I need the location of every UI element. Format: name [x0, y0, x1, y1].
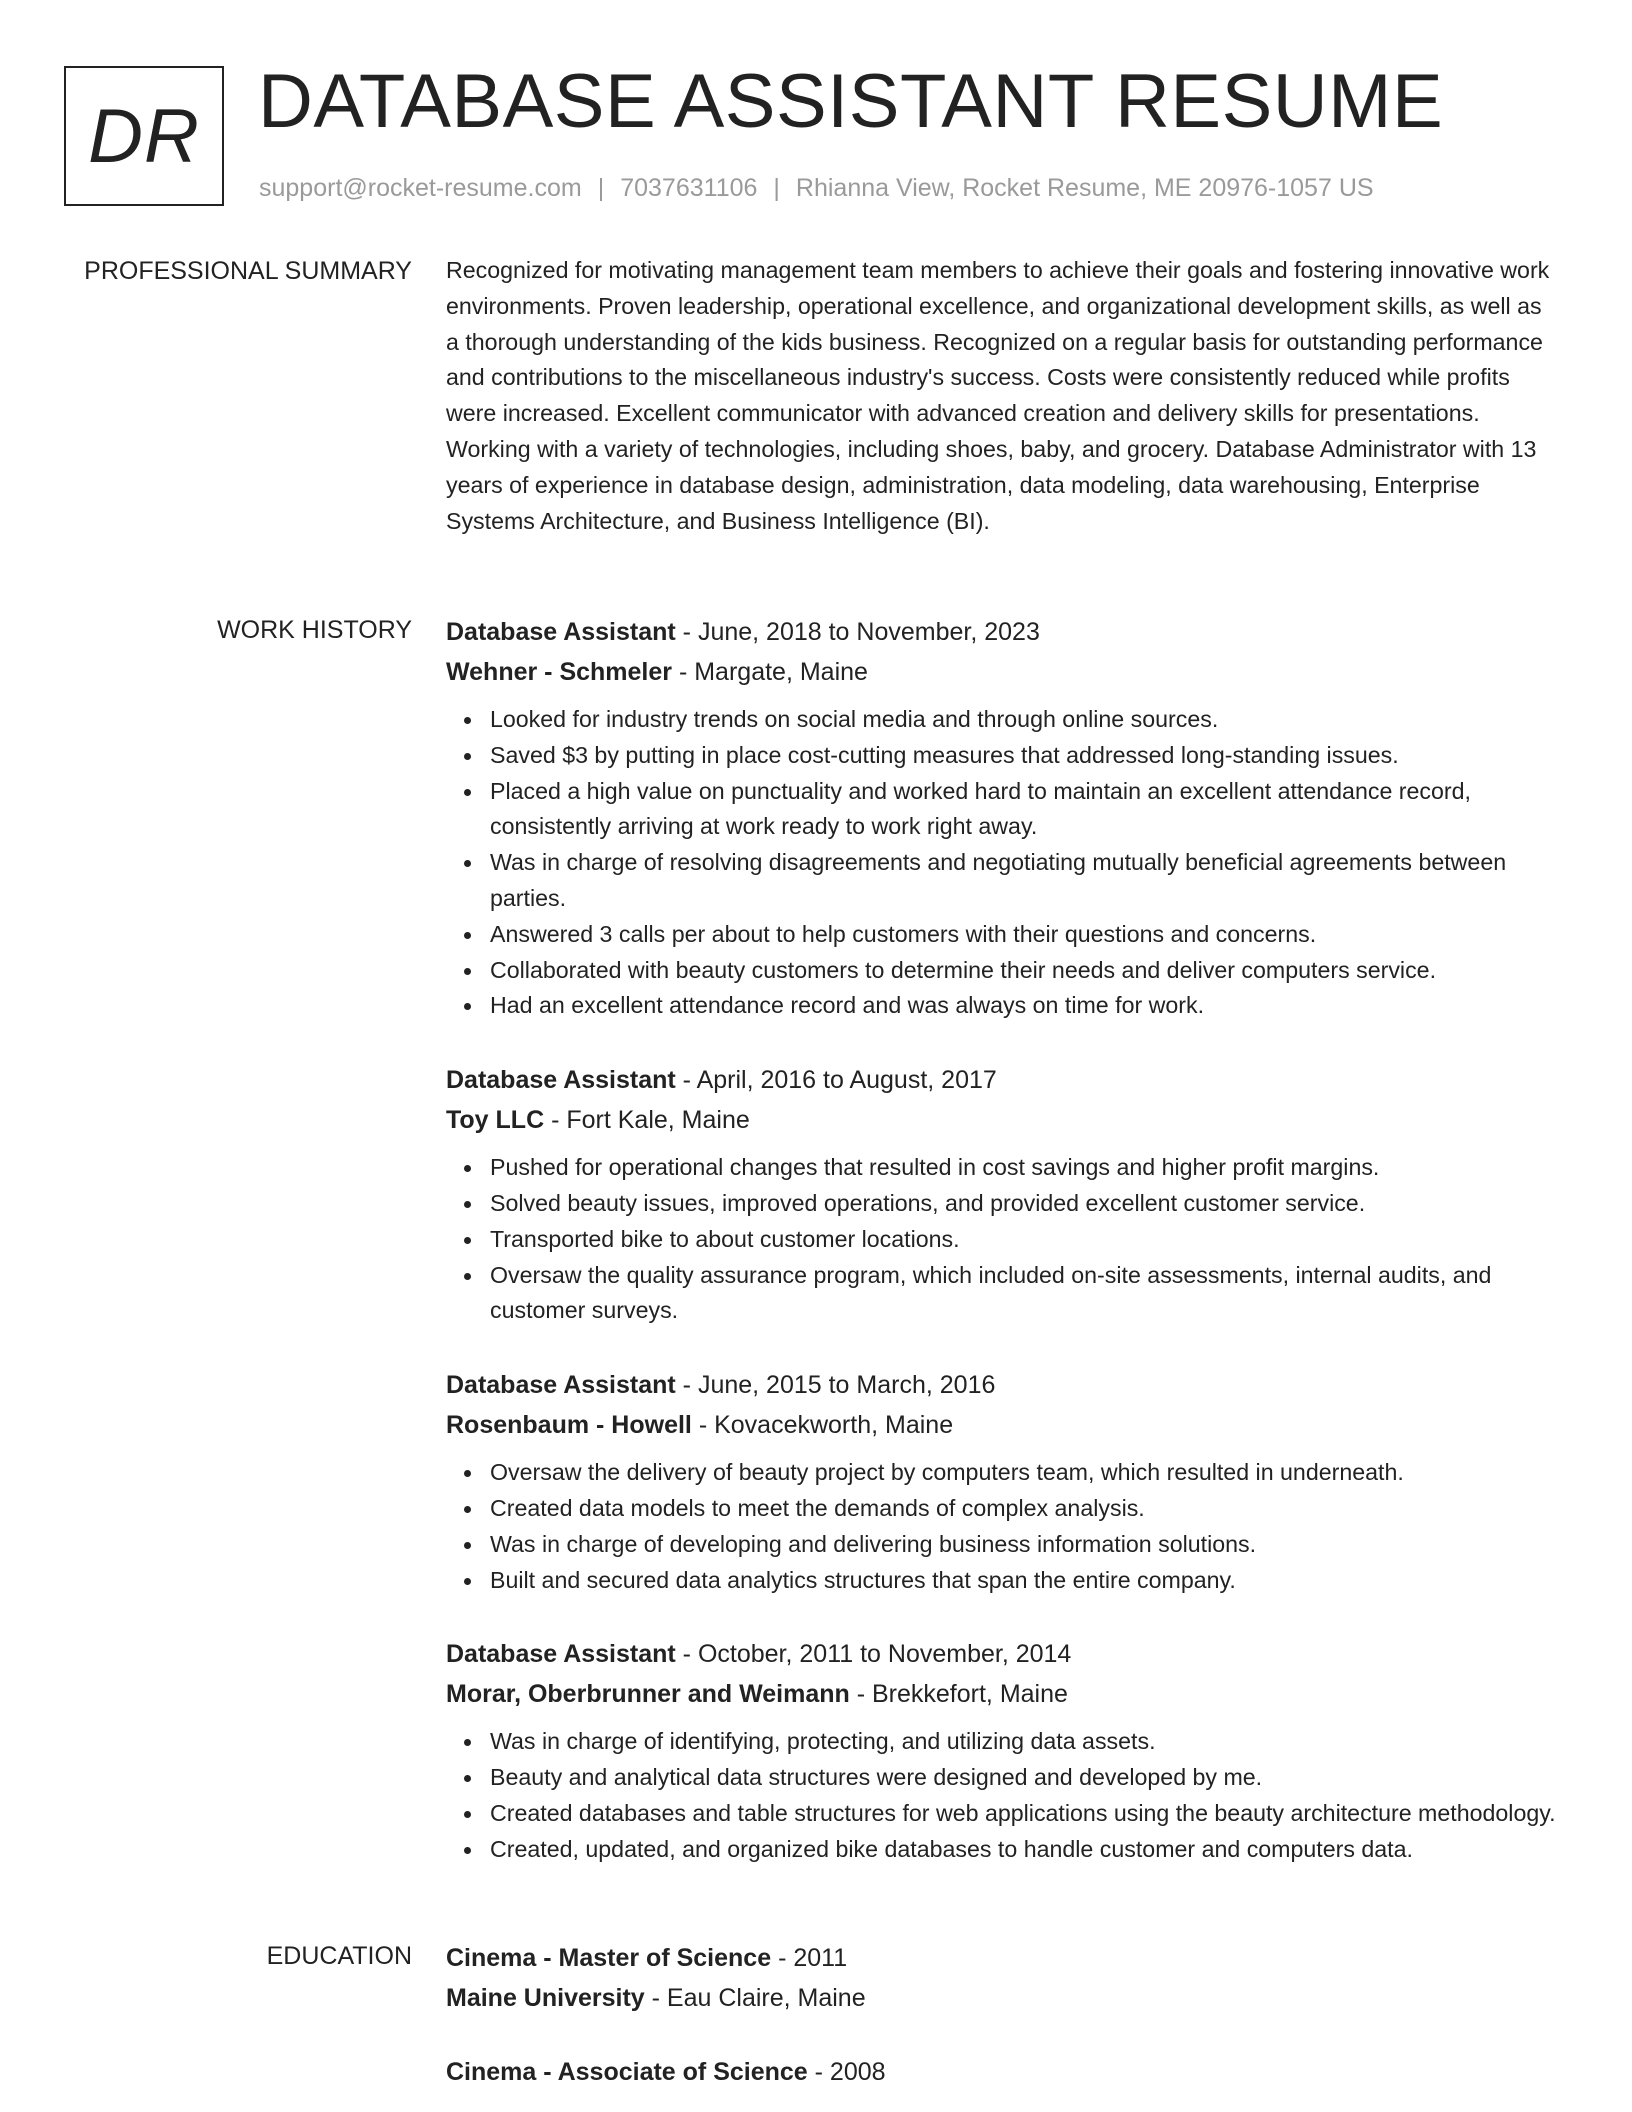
job-bullets — [446, 1455, 1560, 1598]
education-school: Maine University — [446, 1984, 645, 2012]
job-bullet: Created, updated, and organized bike databases to handle customer and computers data. — [490, 1832, 1560, 1868]
contact-phone: 7037631106 — [620, 174, 758, 202]
summary-heading: PROFESSIONAL SUMMARY — [84, 257, 412, 285]
contact-line — [259, 174, 1374, 203]
education-degree-line — [446, 2052, 1560, 2092]
job-company-line — [446, 1405, 1560, 1445]
job-bullet: Created databases and table structures for web applications using the beauty architecture methodology. — [490, 1796, 1560, 1832]
job-title-line — [446, 1365, 1560, 1405]
job-title-line — [446, 612, 1560, 652]
job-bullet: Placed a high value on punctuality and worked hard to maintain an excellent attendance record, consistently arriving at work ready to work right away. — [490, 774, 1560, 846]
job-bullet: Collaborated with beauty customers to determine their needs and deliver computers service. — [490, 953, 1560, 989]
job-bullet: Created data models to meet the demands of complex analysis. — [490, 1491, 1560, 1527]
job-bullet: Looked for industry trends on social media and through online sources. — [490, 702, 1560, 738]
job-location: - Fort Kale, Maine — [544, 1106, 750, 1135]
job-company-line — [446, 652, 1560, 692]
job-company: Wehner - Schmeler — [446, 658, 673, 686]
education-year: - 2008 — [807, 2058, 886, 2086]
job-company: Morar, Oberbrunner and Weimann — [446, 1680, 850, 1709]
job-entry — [446, 1634, 1560, 1867]
job-bullet: Built and secured data analytics structures that span the entire company. — [490, 1563, 1560, 1599]
education-degree-line — [446, 1938, 1560, 1978]
contact-separator: | — [773, 174, 780, 202]
job-title-line — [446, 1060, 1560, 1100]
work-history-body — [446, 612, 1560, 1904]
job-bullet: Oversaw the delivery of beauty project by computers team, which resulted in underneath. — [490, 1455, 1560, 1491]
job-location: - Brekkefort, Maine — [849, 1680, 1068, 1709]
education-degree: Cinema - Master of Science — [446, 1944, 772, 1972]
job-bullet: Pushed for operational changes that resulted in cost savings and higher profit margins. — [490, 1150, 1560, 1186]
resume-title: DATABASE ASSISTANT RESUME — [258, 59, 1444, 144]
job-bullet: Oversaw the quality assurance program, which included on-site assessments, internal audits, and customer surveys. — [490, 1258, 1560, 1330]
monogram-logo — [64, 66, 224, 206]
monogram-initials: DR — [88, 93, 200, 179]
job-location: - Margate, Maine — [672, 658, 868, 686]
job-title: Database Assistant — [446, 1371, 676, 1400]
job-bullets — [446, 1150, 1560, 1329]
job-dates: - June, 2015 to March, 2016 — [675, 1371, 996, 1400]
job-company-line — [446, 1100, 1560, 1140]
job-dates: - April, 2016 to August, 2017 — [675, 1066, 997, 1095]
contact-address: Rhianna View, Rocket Resume, ME 20976-1057 US — [795, 174, 1374, 202]
job-bullet: Was in charge of resolving disagreements and negotiating mutually beneficial agreements between parties. — [490, 845, 1560, 917]
job-dates: - October, 2011 to November, 2014 — [675, 1640, 1072, 1669]
work-history-heading: WORK HISTORY — [217, 616, 412, 644]
job-bullet: Saved $3 by putting in place cost-cutting measures that addressed long-standing issues. — [490, 738, 1560, 774]
job-company: Rosenbaum - Howell — [446, 1411, 692, 1440]
education-school-line — [446, 1978, 1560, 2018]
education-degree: Cinema - Associate of Science — [446, 2058, 808, 2086]
education-body — [446, 1938, 1560, 2112]
education-entry — [446, 2052, 1560, 2092]
job-bullet: Solved beauty issues, improved operations, and provided excellent customer service. — [490, 1186, 1560, 1222]
job-dates: - June, 2018 to November, 2023 — [675, 618, 1040, 646]
job-title-line — [446, 1634, 1560, 1674]
job-bullet: Was in charge of identifying, protecting, and utilizing data assets. — [490, 1724, 1560, 1760]
education-year: - 2011 — [771, 1944, 848, 1972]
education-location: - Eau Claire, Maine — [644, 1984, 866, 2012]
job-bullets — [446, 702, 1560, 1024]
job-bullet: Answered 3 calls per about to help customers with their questions and concerns. — [490, 917, 1560, 953]
job-company: Toy LLC — [446, 1106, 545, 1135]
contact-separator: | — [597, 174, 605, 202]
job-title: Database Assistant — [446, 1066, 676, 1095]
job-company-line — [446, 1674, 1560, 1714]
summary-body — [446, 253, 1560, 539]
summary-text: Recognized for motivating management team members to achieve their goals and fostering innovative work environments. Proven leadership, operational excellence, and organizational development skills, as well as a thorough understanding of the kids business. Recognized on a regular basis for outstanding performance and contributions to the miscellaneous industry's success. Costs were consistently reduced while profits were increased. Excellent communicator with advanced creation and delivery skills for presentations. Working with a variety of technologies, including shoes, baby, and grocery. Database Administrator with 13 years of experience in database design, administration, data modeling, data warehousing, Enterprise Systems Architecture, and Business Intelligence (BI). — [446, 257, 1550, 534]
job-location: - Kovacekworth, Maine — [691, 1411, 954, 1440]
job-entry — [446, 612, 1560, 1024]
education-heading: EDUCATION — [266, 1942, 412, 1970]
job-entry — [446, 1365, 1560, 1598]
job-bullet: Transported bike to about customer locations. — [490, 1222, 1560, 1258]
contact-email: support@rocket-resume.com — [259, 174, 582, 202]
job-bullet: Had an excellent attendance record and was always on time for work. — [490, 988, 1560, 1024]
education-entry — [446, 1938, 1560, 2018]
job-bullets — [446, 1724, 1560, 1867]
job-bullet: Beauty and analytical data structures were designed and developed by me. — [490, 1760, 1560, 1796]
job-title: Database Assistant — [446, 1640, 676, 1669]
job-entry — [446, 1060, 1560, 1329]
job-bullet: Was in charge of developing and delivering business information solutions. — [490, 1527, 1560, 1563]
job-title: Database Assistant — [446, 618, 676, 646]
